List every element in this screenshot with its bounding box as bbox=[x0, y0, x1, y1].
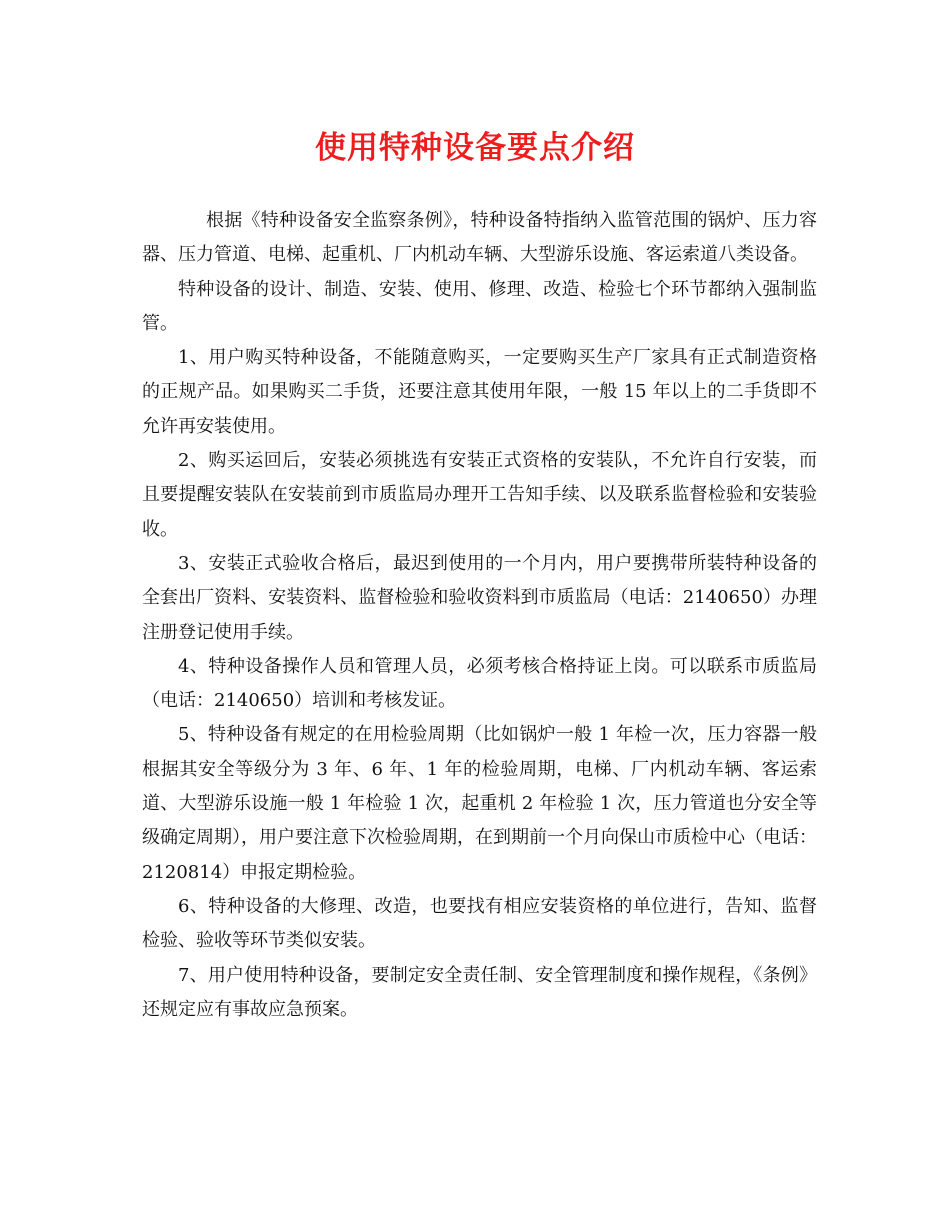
paragraph-item-6: 6、特种设备的大修理、改造，也要找有相应安装资格的单位进行，告知、监督检验、验收等环节类似安装。 bbox=[142, 895, 817, 952]
paragraph-item-5: 5、特种设备有规定的在用检验周期（比如锅炉一般 1 年检一次，压力容器一般根据其安全等级分为 3 年、6 年、1 年的检验周期，电梯、厂内机动车辆、客运索道、大型游乐设施一般 1 年检验 1 次，起重机 2 年检验 1 次，压力管道也分安全等级确定周期），用户要注意下次检验周期，在到期前一个月向保山市质检中心（电话：2120814）申报定期检验。 bbox=[142, 724, 817, 883]
paragraph-item-3: 3、安装正式验收合格后，最迟到使用的一个月内，用户要携带所装特种设备的全套出厂资料、安装资料、监督检验和验收资料到市质监局（电话：2140650）办理注册登记使用手续。 bbox=[142, 552, 817, 643]
paragraph-scope: 特种设备的设计、制造、安装、使用、修理、改造、检验七个环节都纳入强制监管。 bbox=[142, 278, 817, 334]
paragraph-item-2: 2、购买运回后，安装必须挑选有安装正式资格的安装队，不允许自行安装，而且要提醒安装队在安装前到市质监局办理开工告知手续、以及联系监督检验和安装验收。 bbox=[142, 450, 817, 540]
paragraph-item-1: 1、用户购买特种设备，不能随意购买，一定要购买生产厂家具有正式制造资格的正规产品。如果购买二手货，还要注意其使用年限，一般 15 年以上的二手货即不允许再安装使用。 bbox=[142, 347, 817, 437]
document-body bbox=[142, 204, 817, 1027]
paragraph-item-7: 7、用户使用特种设备，要制定安全责任制、安全管理制度和操作规程，《条例》还规定应有事故应急预案。 bbox=[142, 964, 817, 1020]
paragraph-intro: 根据《特种设备安全监察条例》，特种设备特指纳入监管范围的锅炉、压力容器、压力管道、电梯、起重机、厂内机动车辆、大型游乐设施、客运索道八类设备。 bbox=[142, 210, 817, 266]
document-title: 使用特种设备要点介绍 bbox=[315, 130, 635, 166]
paragraph-item-4: 4、特种设备操作人员和管理人员，必须考核合格持证上岗。可以联系市质监局（电话：2140650）培训和考核发证。 bbox=[142, 655, 817, 712]
